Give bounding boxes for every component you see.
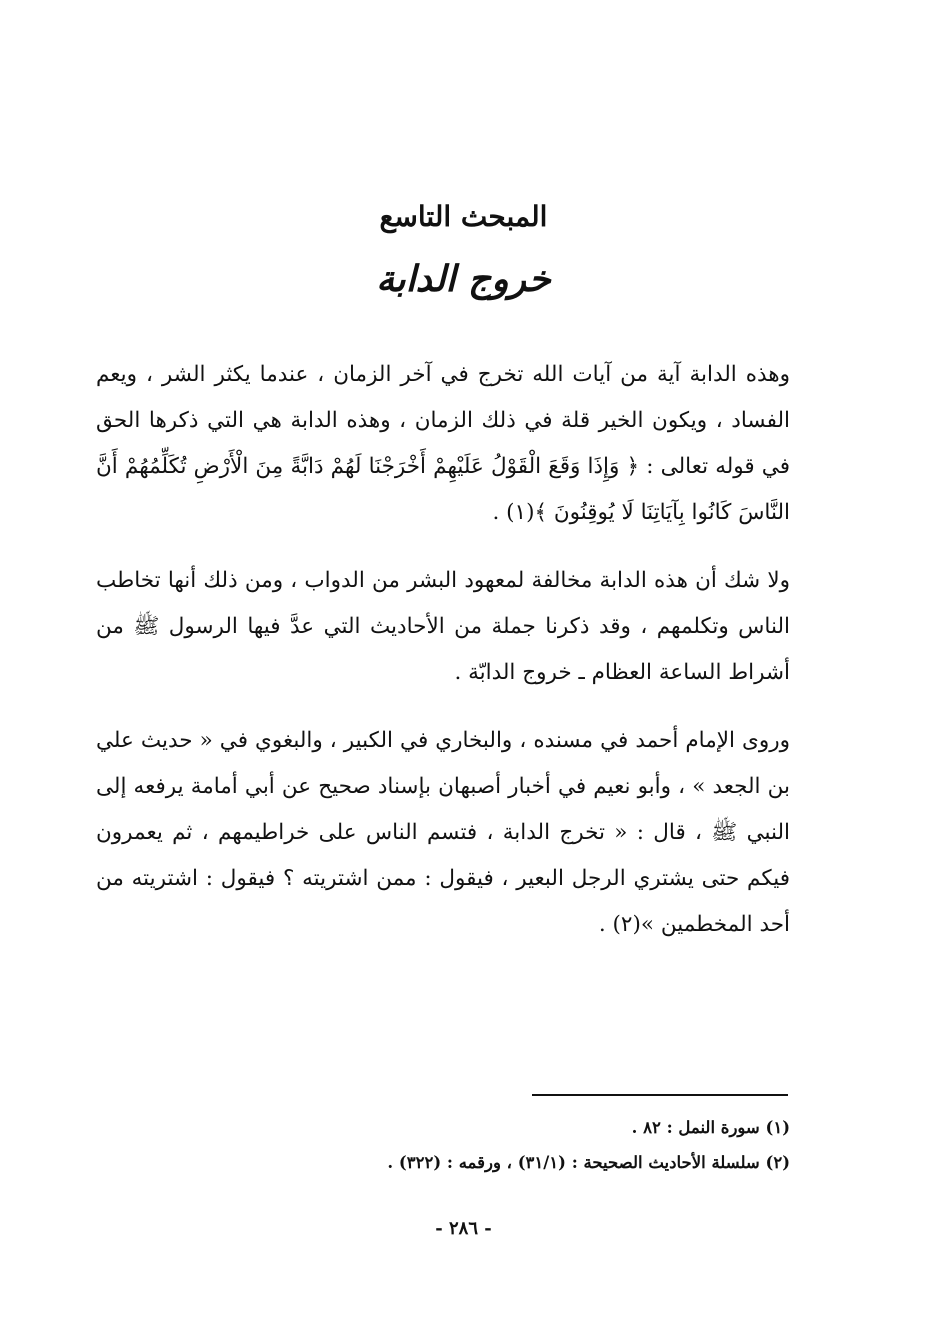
paragraph-1: وهذه الدابة آية من آيات الله تخرج في آخر الزمان ، عندما يكثر الشر ، ويعم الفساد ، ويكون الخير قلة في ذلك الزمان ، وهذه الدابة هي التي ذكرها الحق في قوله تعالى : ﴿ وَإِذَا وَقَعَ الْقَوْلُ عَلَيْهِمْ أَخْرَجْنَا لَهُمْ دَابَّةً مِنَ الْأَرْضِ تُكَلِّمُهُمْ أَنَّ النَّاسَ كَانُوا بِآيَاتِنَا لَا يُوقِنُونَ ﴾(١) .: [96, 362, 791, 525]
section-title: خروج الدابة: [376, 258, 551, 300]
page-number: - ٢٨٦ -: [435, 1218, 492, 1239]
footnote-divider: [532, 1094, 788, 1096]
paragraph-2: ولا شك أن هذه الدابة مخالفة لمعهود البشر من الدواب ، ومن ذلك أنها تخاطب الناس وتكلمهم ، وقد ذكرنا جملة من الأحاديث التي عدَّ فيها الرسول ﷺ من أشراط الساعة العظام ـ خروج الدابّة .: [96, 568, 790, 685]
section-heading: المبحث التاسع: [379, 200, 548, 233]
footnote-2: (٢) سلسلة الأحاديث الصحيحة : (٣١/١) ، ورقمه : (٣٢٢) .: [387, 1153, 790, 1172]
footnote-1: (١) سورة النمل : ٨٢ .: [631, 1118, 790, 1137]
paragraph-3: وروى الإمام أحمد في مسنده ، والبخاري في الكبير ، والبغوي في « حديث علي بن الجعد » ، وأبو نعيم في أخبار أصبهان بإسناد صحيح عن أبي أمامة يرفعه إلى النبي ﷺ ، قال : « تخرج الدابة ، فتسم الناس على خراطيمهم ، ثم يعمرون فيكم حتى يشتري الرجل البعير ، فيقول : ممن اشتريته ؟ فيقول : اشتريته من أحد المخطمين »(٢) .: [96, 728, 790, 937]
